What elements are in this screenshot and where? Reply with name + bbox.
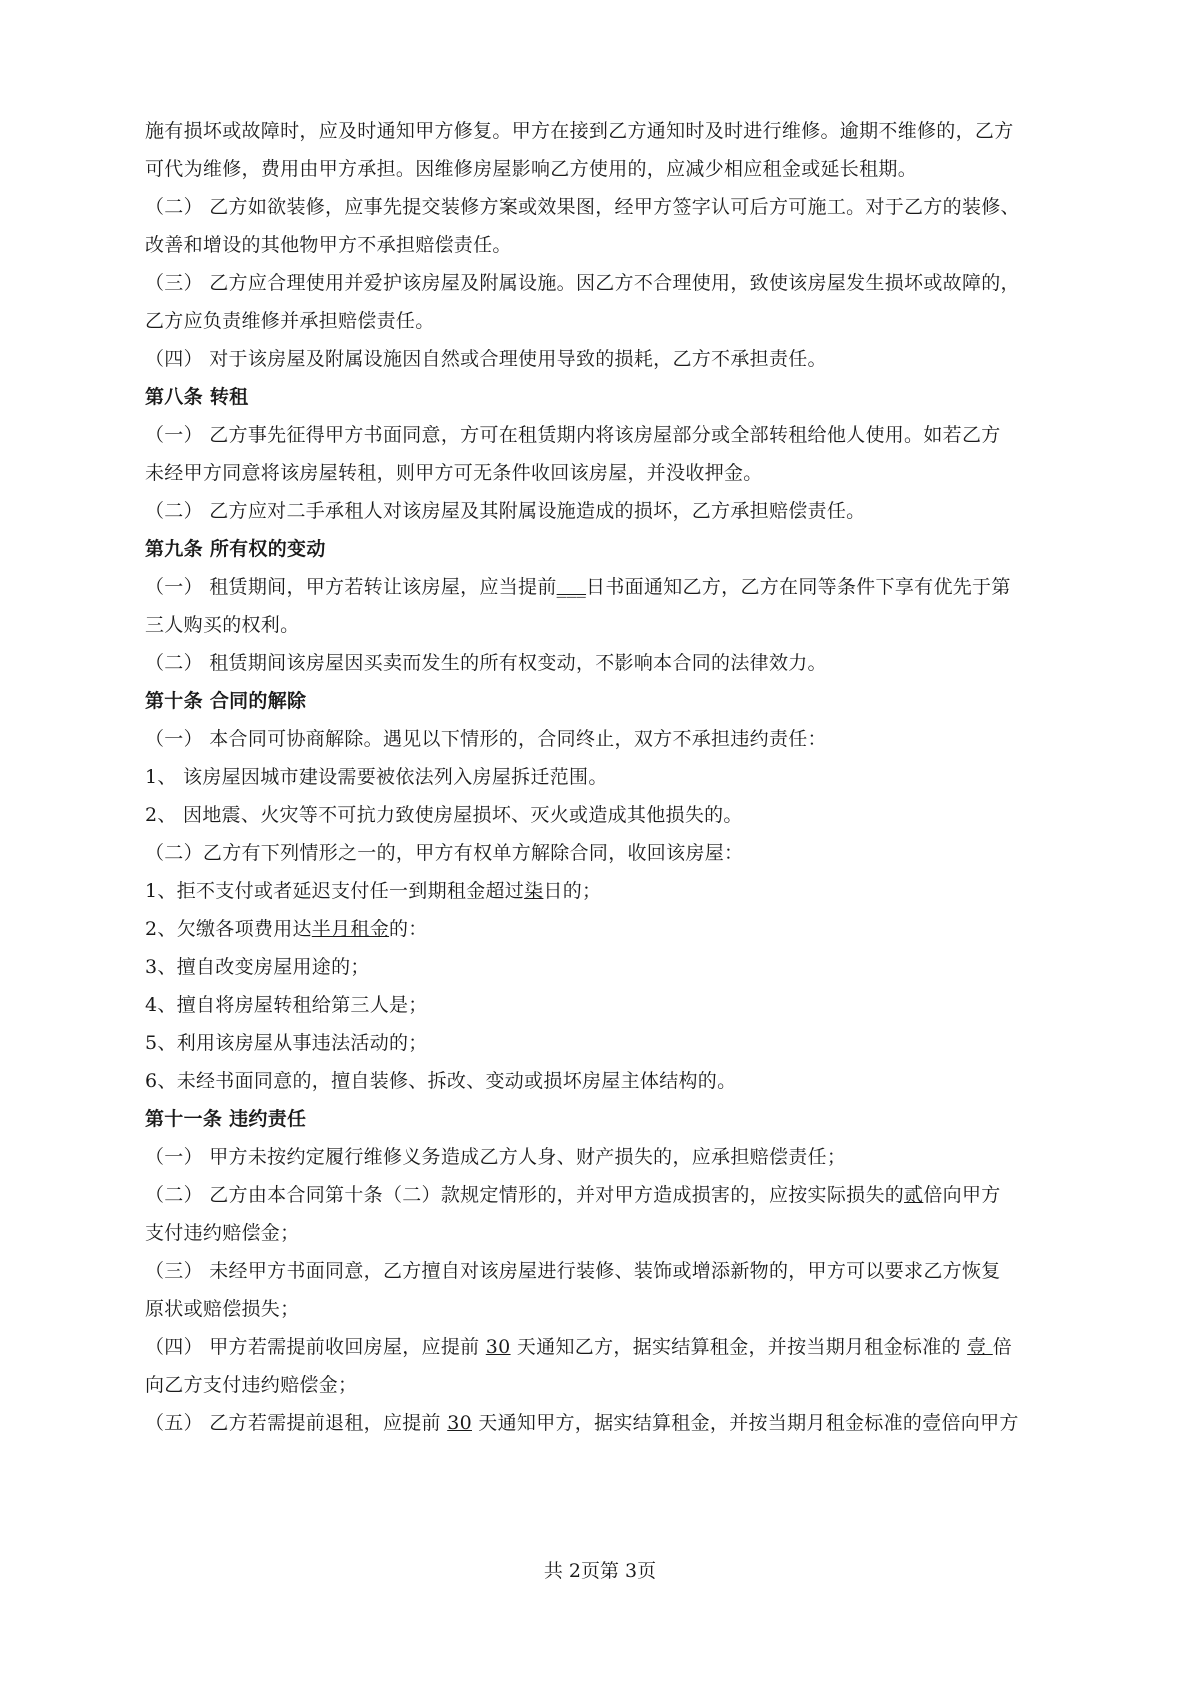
filled-blank: 30 <box>447 1412 472 1434</box>
text-line <box>145 226 1093 264</box>
text-line <box>145 1176 1093 1214</box>
text-segment: 乙方应负责维修并承担赔偿责任。 <box>145 310 435 332</box>
text-segment: （一） 本合同可协商解除。遇见以下情形的，合同终止，双方不承担违约责任： <box>145 728 827 750</box>
text-line <box>145 302 1093 340</box>
text-line <box>145 1366 1093 1404</box>
text-segment: （二） 乙方应对二手承租人对该房屋及其附属设施造成的损坏，乙方承担赔偿责任。 <box>145 500 866 522</box>
filled-blank: 贰 <box>904 1184 924 1206</box>
filled-blank: 壹 <box>967 1336 993 1358</box>
text-segment: （二） 乙方如欲装修，应事先提交装修方案或效果图，经甲方签字认可后方可施工。对于乙方的装修、 <box>145 196 1020 218</box>
text-line <box>145 454 1093 492</box>
text-line <box>145 492 1093 530</box>
text-segment: （一） 甲方未按约定履行维修义务造成乙方人身、财产损失的，应承担赔偿责任； <box>145 1146 847 1168</box>
text-line <box>145 796 1093 834</box>
text-line <box>145 188 1093 226</box>
text-segment: 原状或赔偿损失； <box>145 1298 300 1320</box>
text-line <box>145 910 1093 948</box>
page-footer: 共 2页第 3页 <box>543 1560 657 1582</box>
document-body <box>145 112 1093 1442</box>
text-segment: 倍 <box>992 1336 1013 1358</box>
text-segment: 日的； <box>543 880 602 902</box>
text-segment: 5、利用该房屋从事违法活动的； <box>145 1032 428 1054</box>
text-segment: （三） 未经甲方书面同意，乙方擅自对该房屋进行装修、装饰或增添新物的，甲方可以要求乙方恢复 <box>145 1260 1001 1282</box>
text-segment: 第九条 所有权的变动 <box>145 538 326 560</box>
text-line <box>145 264 1093 302</box>
filled-blank: 半月租金 <box>311 918 389 940</box>
section-heading <box>145 530 1093 568</box>
text-segment: 1、 该房屋因城市建设需要被依法列入房屋拆迁范围。 <box>145 766 608 788</box>
text-line <box>145 1024 1093 1062</box>
text-line <box>145 758 1093 796</box>
section-heading <box>145 1100 1093 1138</box>
text-line <box>145 1214 1093 1252</box>
text-line <box>145 606 1093 644</box>
text-segment: 天通知甲方，据实结算租金，并按当期月租金标准的壹倍向甲方 <box>471 1412 1019 1434</box>
text-line <box>145 1062 1093 1100</box>
text-line <box>145 720 1093 758</box>
text-line <box>145 568 1093 606</box>
text-segment: 2、欠缴各项费用达 <box>145 918 312 940</box>
text-line <box>145 948 1093 986</box>
text-segment: 6、未经书面同意的，擅自装修、拆改、变动或损坏房屋主体结构的。 <box>145 1070 737 1092</box>
text-line <box>145 872 1093 910</box>
text-line <box>145 644 1093 682</box>
text-line <box>145 1138 1093 1176</box>
section-heading <box>145 378 1093 416</box>
text-segment: （二）乙方有下列情形之一的，甲方有权单方解除合同，收回该房屋： <box>145 842 744 864</box>
text-segment: （二） 租赁期间该房屋因买卖而发生的所有权变动，不影响本合同的法律效力。 <box>145 652 827 674</box>
text-segment: 天通知乙方，据实结算租金，并按当期月租金标准的 <box>510 1336 968 1358</box>
filled-blank: ___ <box>556 576 587 598</box>
filled-blank: 30 <box>485 1336 511 1358</box>
text-line <box>145 986 1093 1024</box>
text-line <box>145 1252 1093 1290</box>
text-segment: （二） 乙方由本合同第十条（二）款规定情形的，并对甲方造成损害的，应按实际损失的 <box>145 1184 905 1206</box>
text-segment: 第八条 转租 <box>145 386 249 408</box>
section-heading <box>145 682 1093 720</box>
text-segment: 向乙方支付违约赔偿金； <box>145 1374 358 1396</box>
text-segment: 施有损坏或故障时，应及时通知甲方修复。甲方在接到乙方通知时及时进行维修。逾期不维修的，乙方 <box>145 120 1014 142</box>
text-segment: 日书面通知乙方，乙方在同等条件下享有优先于第 <box>586 576 1011 598</box>
text-segment: 3、擅自改变房屋用途的； <box>145 956 370 978</box>
text-line <box>145 150 1093 188</box>
text-segment: （五） 乙方若需提前退租，应提前 <box>145 1412 448 1434</box>
text-line <box>145 1328 1093 1366</box>
text-segment: 第十条 合同的解除 <box>145 690 307 712</box>
text-segment: （三） 乙方应合理使用并爱护该房屋及附属设施。因乙方不合理使用，致使该房屋发生损坏或故障的， <box>145 272 1020 294</box>
text-segment: 改善和增设的其他物甲方不承担赔偿责任。 <box>145 234 512 256</box>
text-line <box>145 416 1093 454</box>
text-segment: 的： <box>389 918 428 940</box>
filled-blank: 柒 <box>524 880 544 902</box>
text-line <box>145 1404 1093 1442</box>
text-segment: 4、擅自将房屋转租给第三人是； <box>145 994 428 1016</box>
text-segment: 支付违约赔偿金； <box>145 1222 300 1244</box>
text-segment: （一） 租赁期间，甲方若转让该房屋，应当提前 <box>145 576 557 598</box>
text-line <box>145 340 1093 378</box>
text-segment: 未经甲方同意将该房屋转租，则甲方可无条件收回该房屋，并没收押金。 <box>145 462 763 484</box>
text-segment: 2、 因地震、火灾等不可抗力致使房屋损坏、灭火或造成其他损失的。 <box>145 804 743 826</box>
text-segment: 可代为维修，费用由甲方承担。因维修房屋影响乙方使用的，应减少相应租金或延长租期。 <box>145 158 918 180</box>
text-segment: 第十一条 违约责任 <box>145 1108 307 1130</box>
text-line <box>145 834 1093 872</box>
text-line <box>145 112 1093 150</box>
text-segment: （四） 甲方若需提前收回房屋，应提前 <box>145 1336 486 1358</box>
text-segment: 1、拒不支付或者延迟支付任一到期租金超过 <box>145 880 525 902</box>
text-line <box>145 1290 1093 1328</box>
text-segment: 倍向甲方 <box>923 1184 1001 1206</box>
text-segment: （一） 乙方事先征得甲方书面同意，方可在租赁期内将该房屋部分或全部转租给他人使用。如若乙方 <box>145 424 1001 446</box>
text-segment: 三人购买的权利。 <box>145 614 300 636</box>
text-segment: （四） 对于该房屋及附属设施因自然或合理使用导致的损耗，乙方不承担责任。 <box>145 348 827 370</box>
